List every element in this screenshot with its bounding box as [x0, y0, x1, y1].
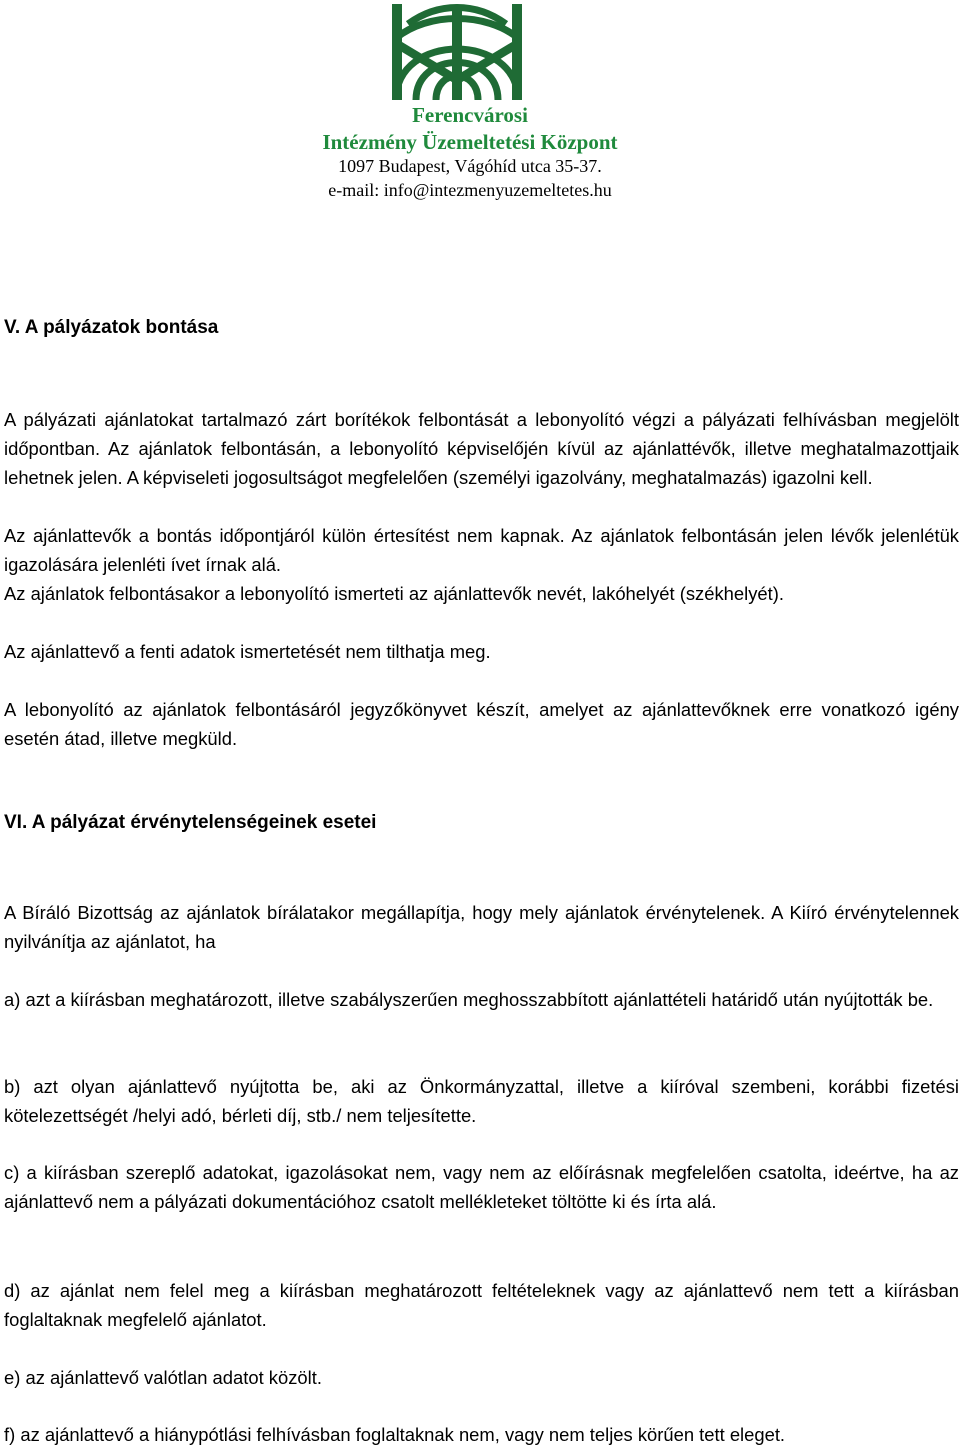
section-6-item-a: a) azt a kiírásban meghatározott, illetve szabályszerűen meghosszabbított ajánlattételi határidő után nyújtották be. [4, 989, 934, 1010]
org-name: Ferencvárosi [412, 103, 528, 127]
section-6-item-b: b) azt olyan ajánlattevő nyújtotta be, aki az Önkormányzattal, illetve a kiíróval szembeni, korábbi fizetési kötelezettségét /helyi adó, bérleti díj, stb./ nem teljesítette. [4, 1076, 959, 1126]
section-6-item-f: f) az ajánlattevő a hiánypótlási felhívásban foglaltaknak nem, vagy nem teljes körűen tett eleget. [4, 1424, 786, 1445]
org-email: e-mail: info@intezmenyuzemeltetes.hu [328, 180, 612, 200]
org-address: 1097 Budapest, Vágóhíd utca 35-37. [338, 156, 602, 176]
section-5-paragraph-4: Az ajánlattevő a fenti adatok ismertetését nem tilthatja meg. [4, 641, 491, 662]
org-subname: Intézmény Üzemeltetési Központ [322, 130, 618, 154]
section-5-paragraph-1: A pályázati ajánlatokat tartalmazó zárt borítékok felbontását a lebonyolító végzi a pályázati felhívásban megjelölt időpontban. Az ajánlatok felbontásán, a lebonyolító képviselőjén kívül az ajánlattévők, illetve meghatalmazottjaik lehetnek jelen. A képviseleti jogosultságot megfelelően (személyi igazolvány, meghatalmazás) igazolni kell. [4, 409, 959, 488]
letterhead [0, 0, 960, 210]
section-6-intro: A Bíráló Bizottság az ajánlatok bírálatakor megállapítja, hogy mely ajánlatok érvénytelenek. A Kiíró érvénytelennek nyilvánítja az ajánlatot, ha [4, 902, 959, 952]
section-5-title: V. A pályázatok bontása [4, 317, 219, 338]
section-6-title: VI. A pályázat érvénytelenségeinek esetei [4, 812, 377, 833]
section-5-paragraph-5: A lebonyolító az ajánlatok felbontásáról jegyzőkönyvet készít, amelyet az ajánlattevőknek erre vonatkozó igény esetén átad, illetve megküld. [4, 699, 959, 749]
section-6-item-e: e) az ajánlattevő valótlan adatot közölt. [4, 1367, 322, 1388]
section-6-item-c: c) a kiírásban szereplő adatokat, igazolásokat nem, vagy nem az előírásnak megfelelően csatolta, ideértve, ha az ajánlattevő nem a pályázati dokumentációhoz csatolt mellékleteket töltötte ki és írta alá. [4, 1162, 959, 1212]
section-5-paragraph-3: Az ajánlatok felbontásakor a lebonyolító ismerteti az ajánlattevők nevét, lakóhelyét (székhelyét). [4, 583, 784, 604]
section-5-paragraph-2: Az ajánlattevők a bontás időpontjáról külön értesítést nem kapnak. Az ajánlatok felbontásán jelen lévők jelenlétük igazolására jelenléti ívet írnak alá. [4, 525, 959, 575]
ferencvaros-arches-logo-icon [388, 2, 526, 104]
section-6-item-d: d) az ajánlat nem felel meg a kiírásban meghatározott feltételeknek vagy az ajánlattevő nem tett a kiírásban foglaltaknak megfelelő ajánlatot. [4, 1280, 959, 1330]
